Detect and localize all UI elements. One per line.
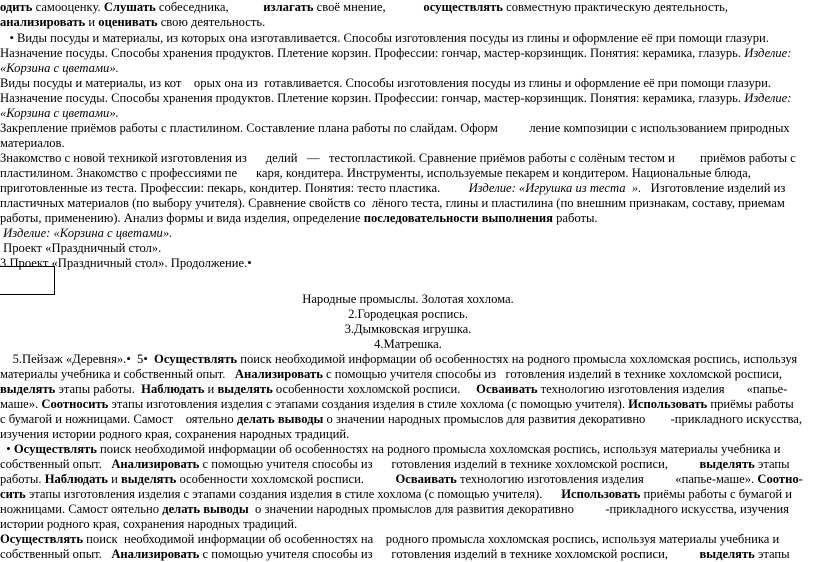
text-run: с помощью учителя способы из готовления изделий в технике хохломской росписи, <box>199 457 700 471</box>
text-line-28 <box>0 487 792 502</box>
text-run: приёмы работы с бумагой и <box>640 487 793 501</box>
text-run: технологию изготовления изделия «папье-маше». <box>456 472 758 486</box>
text-run: • <box>0 442 14 456</box>
text-line-5 <box>0 61 119 76</box>
text-run: приготовленные из теста. Профессии: пекарь, кондитер. Понятия: тесто пластика. <box>0 181 469 195</box>
text-run: Анализировать <box>234 367 323 381</box>
text-run: Наблюдать <box>141 382 205 396</box>
text-run: Знакомство с новой техникой изготовления из делий — тестопластикой. Сравнение приёмов работы с солёным тестом и приёмов работы с <box>0 151 796 165</box>
text-run: Изготовление изделий из <box>641 181 786 195</box>
text-line-24 <box>0 427 349 442</box>
text-run: этапы работы. <box>55 382 142 396</box>
text-run: о значении народных промыслов для развития декоративно -прикладного искусства, <box>323 412 803 426</box>
text-run: этапы изготовления изделия с этапами создания изделия в стиле хохлома (с помощью учителя). <box>25 487 562 501</box>
text-run: Использовать <box>561 487 641 501</box>
text-run: пластичных материалов (по выбору учителя). Сравнение свойств со лёного теста, глины и пластилина (по внешним признакам, составу, приемам <box>0 196 785 210</box>
text-line-10 <box>0 136 65 151</box>
text-run: Назначение посуды. Способы хранения продуктов. Плетение корзин. Профессии: гончар, мастер-корзинщик. Понятия: керамика, глазурь. <box>0 91 745 105</box>
text-run: выделять <box>699 457 755 471</box>
text-run: Закрепление приёмов работы с пластилином. Составление плана работы по слайдам. Оформ ление композиции с использованием природных <box>0 121 790 135</box>
text-run: собственный опыт. <box>0 547 112 561</box>
text-run: Использовать <box>628 397 708 411</box>
text-line-16 <box>0 226 172 241</box>
text-run: Изделие: «Игрушка из теста ». <box>468 181 642 195</box>
text-run: 5.Пейзаж «Деревня».• 5• <box>0 352 155 366</box>
text-run: делать выводы <box>162 502 249 516</box>
text-line-30 <box>0 517 297 532</box>
text-line-21 <box>0 382 787 397</box>
text-run: Анализировать <box>111 457 200 471</box>
text-run: Осваивать <box>395 472 457 486</box>
text-line-20 <box>0 367 782 382</box>
text-run: особенности хохломской росписи. <box>176 472 396 486</box>
text-run: Осуществлять <box>0 532 84 546</box>
text-run: работы. <box>552 211 598 225</box>
text-run: поиск необходимой информации об особенностях на родного промысла хохломская роспись, используя <box>237 352 798 366</box>
text-run: особенности хохломской росписи. <box>272 382 477 396</box>
text-run: Виды посуды и материалы, из кот орых она из готавливается. Способы изготовления посуды из глины и оформление её при помощи глазури. <box>0 76 771 90</box>
text-run: Соотно- <box>757 472 803 486</box>
text-run: Изделие: <box>744 46 792 60</box>
text-line-14 <box>0 196 785 211</box>
text-run: свою деятельность. <box>157 15 266 29</box>
text-line-7 <box>0 91 791 106</box>
text-run: пластилином. Знакомство с профессиями пе каря, кондитера. Инструменты, используемые пекарем и кондитером. Национальные блюда, <box>0 166 751 180</box>
text-run: этапы <box>754 457 790 471</box>
text-run: Назначение посуды. Способы хранения продуктов. Плетение корзин. Профессии: гончар, мастер-корзинщик. Понятия: керамика, глазурь. <box>0 46 745 60</box>
text-line-27 <box>0 472 803 487</box>
text-run: с помощью учителя способы из готовления изделий в технике хохломской росписи, <box>322 367 783 381</box>
text-line-23 <box>0 412 802 427</box>
text-run: анализировать <box>0 15 86 29</box>
text-run: и <box>85 15 99 29</box>
text-line-15 <box>0 211 598 226</box>
text-line-12 <box>0 166 751 181</box>
text-run: материалы учебника и собственный опыт. <box>0 367 235 381</box>
text-run: выделять <box>699 547 755 561</box>
text-line-11 <box>0 151 796 166</box>
text-run: Изделие: <box>744 91 792 105</box>
text-run: Слушать <box>103 0 156 14</box>
text-line-17 <box>0 241 161 256</box>
text-run: работы. <box>0 472 45 486</box>
text-run: совместную практическую деятельность, <box>502 0 728 14</box>
text-run: оценивать <box>98 15 158 29</box>
text-run: изучения истории родного края, сохранения народных традиций. <box>0 427 350 441</box>
text-run: собеседника, <box>155 0 264 14</box>
text-run: приёмы работы <box>707 397 794 411</box>
text-line-22 <box>0 397 794 412</box>
text-run: Наблюдать <box>44 472 108 486</box>
text-run: Осуществлять <box>154 352 238 366</box>
text-run: и <box>107 472 121 486</box>
text-run: Осваивать <box>476 382 538 396</box>
text-run: осуществлять <box>423 0 503 14</box>
text-line-9 <box>0 121 790 136</box>
text-run: выделять <box>0 382 56 396</box>
text-run: «Корзина с цветами». <box>0 106 119 120</box>
text-run: «Корзина с цветами». <box>0 61 119 75</box>
text-run: своё мнение, <box>313 0 424 14</box>
heading-1: Народные промыслы. Золотая хохлома. <box>302 292 514 306</box>
heading-3: 3.Дымковская игрушка. <box>344 322 472 336</box>
text-line-2 <box>0 15 265 30</box>
text-line-8 <box>0 106 119 121</box>
text-run: о значении народных промыслов для развития декоративно -прикладного искусства, изучения <box>248 502 789 516</box>
text-run: этапы изготовления изделия с этапами создания изделия в стиле хохлома (с помощью учителя). <box>108 397 629 411</box>
text-line-29 <box>0 502 789 517</box>
heading-4: 4.Матрешка. <box>374 337 442 351</box>
text-line-26 <box>0 457 790 472</box>
text-run: поиск необходимой информации об особенностях на родного промысла хохломская роспись, используя материалы учебника и <box>96 442 781 456</box>
text-line-1 <box>0 0 728 15</box>
text-run: работы, применению). Анализ формы и вида изделия, определение <box>0 211 364 225</box>
text-run: 3.Проект «Праздничный стол». Продолжение.• <box>0 256 252 270</box>
text-line-4 <box>0 46 791 61</box>
heading-2: 2.Городецкая роспись. <box>348 307 468 321</box>
text-line-13 <box>0 181 785 196</box>
text-run: Изделие: «Корзина с цветами». <box>0 226 173 240</box>
text-run: Осуществлять <box>13 442 97 456</box>
text-run: одить <box>0 0 33 14</box>
text-line-6 <box>0 76 771 91</box>
text-run: сить <box>0 487 26 501</box>
text-run: Анализировать <box>111 547 200 561</box>
text-run: собственный опыт. <box>0 457 112 471</box>
text-line-25 <box>0 442 781 457</box>
text-run: самооценку. <box>32 0 104 14</box>
text-line-19 <box>0 352 797 367</box>
text-line-32 <box>0 547 790 562</box>
text-run: последовательности выполнения <box>363 211 553 225</box>
text-run: истории родного края, сохранения народных традиций. <box>0 517 298 531</box>
text-run: делать выводы <box>236 412 324 426</box>
text-run: излагать <box>263 0 314 14</box>
text-run: выделять <box>217 382 273 396</box>
text-run: маше». <box>0 397 42 411</box>
text-run: Проект «Праздничный стол». <box>0 241 162 255</box>
text-run: • Виды посуды и материалы, из которых она изготавливается. Способы изготовления посуды из глины и оформление её при помощи глазури. <box>0 31 769 45</box>
text-line-3 <box>0 31 769 46</box>
empty-box <box>0 266 55 295</box>
text-run: с бумагой и ножницами. Самост оятельно <box>0 412 237 426</box>
text-run: Соотносить <box>41 397 109 411</box>
text-run: с помощью учителя способы из готовления изделий в технике хохломской росписи, <box>199 547 700 561</box>
text-run: и <box>204 382 218 396</box>
text-run: выделять <box>120 472 177 486</box>
text-line-31 <box>0 532 779 547</box>
text-run: поиск необходимой информации об особенностях на родного промысла хохломская роспись, используя материалы учебника и <box>83 532 780 546</box>
text-run: этапы <box>754 547 790 561</box>
text-run: ножницами. Самост оятельно <box>0 502 163 516</box>
text-run: материалов. <box>0 136 65 150</box>
text-run: технологию изготовления изделия «папье- <box>537 382 788 396</box>
